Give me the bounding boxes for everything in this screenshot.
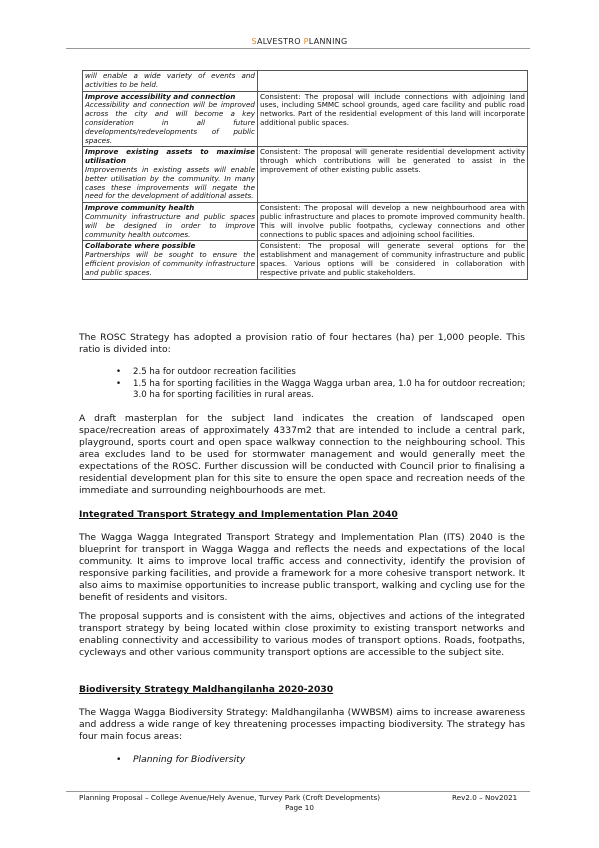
- table-row: [83, 91, 528, 147]
- list-item: • 1.5 ha for sporting facilities in the Wagga Wagga urban area, 1.0 ha for outdoor recreation; 3.0 ha for sporting facilities in rural areas.: [116, 379, 526, 401]
- table-cell-left: [83, 71, 258, 92]
- ratio-bullet-list: [116, 367, 526, 402]
- header-word-1: ALVESTRO: [257, 37, 304, 46]
- document-header: [0, 37, 599, 46]
- heading-transport-strategy: Integrated Transport Strategy and Implementation Plan 2040: [79, 509, 398, 520]
- heading-biodiversity-strategy: Biodiversity Strategy Maldhangilanha 2020-2030: [79, 684, 334, 695]
- table-cell-right: [258, 241, 528, 279]
- header-letter-p: P: [303, 37, 309, 46]
- cell-heading: Improve existing assets to maximise utilisation: [85, 147, 255, 166]
- table-row: [83, 203, 528, 241]
- table-cell-right: [258, 147, 528, 203]
- cell-text: Community infrastructure and public spaces will be designed in order to improve community health outcomes.: [85, 211, 255, 239]
- cell-text: Consistent: The proposal will generate residential development activity through which contributions will be generated to assist in the improvement of other existing public assets.: [260, 147, 525, 174]
- cell-text: Consistent: The proposal will generate several options for the establishment and management of community infrastructure and public spaces. Various options will be considered in collaboration with respective private and public stakeholders.: [260, 241, 525, 277]
- paragraph-masterplan: A draft masterplan for the subject land indicates the creation of landscaped open space/recreation areas of approximately 4337m2 that are intended to include a central park, playground, sports court and open space walkway connection to the neighbouring school. This area excludes land to be used for stormwater management and would generally meet the expectations of the ROSC. Further discussion will be conducted with Council prior to finalising a residential development plan for this site to ensure the open space and recreation needs of the immediate and surrounding neighbourhoods are met.: [79, 413, 525, 496]
- table-row: [83, 71, 528, 92]
- paragraph-its-consistency: The proposal supports and is consistent with the aims, objectives and actions of the integrated transport strategy by being located within close proximity to existing transport networks and enabling connectivity and accessibility to various modes of transport options. Roads, footpaths, cycleways and other various community transport options are accessible to the subject site.: [79, 611, 525, 658]
- table-row: [83, 147, 528, 203]
- cell-text: Accessibility and connection will be improved across the city and will become a key consideration in all future developments/redevelopments of public spaces.: [85, 100, 255, 145]
- cell-text: will enable a wide variety of events and activities to be held.: [85, 71, 255, 89]
- focus-area-list: [116, 754, 245, 765]
- table-row: [83, 241, 528, 279]
- table-cell-right: [258, 203, 528, 241]
- header-rule: [66, 48, 530, 49]
- table-cell-right: [258, 91, 528, 147]
- cell-text: Consistent: The proposal will include connections with adjoining land uses, including SMMC school grounds, aged care facility and public road networks. Part of the residential evelopment of this land will incorporate additional public spaces.: [260, 91, 525, 127]
- table-cell-left: [83, 91, 258, 147]
- cell-text: Consistent: The proposal will develop a new neighbourhood area with public infrastructure and places to promote improved community health. This will involve public footpaths, cycleway connections and other connections to public spaces and adjoining school facilities.: [260, 203, 525, 239]
- list-item: • Planning for Biodiversity: [116, 754, 245, 765]
- table-cell-left: [83, 203, 258, 241]
- footer-rule: [66, 791, 530, 792]
- paragraph-its-description: The Wagga Wagga Integrated Transport Strategy and Implementation Plan (ITS) 2040 is the blueprint for transport in Wagga Wagga and reflects the needs and expectations of the local community. It aims to improve local traffic access and connectivity, identify the provision of responsive parking facilities, and provide a framework for a more cohesive transport network. It also aims to maximise opportunities to increase public transport, walking and cycling use for the benefit of residents and visitors.: [79, 532, 525, 603]
- cell-heading: Collaborate where possible: [85, 241, 196, 251]
- table-cell-right: [258, 71, 528, 92]
- cell-text: Improvements in existing assets will enable better utilisation by the community. In many cases these improvements will negate the need for the development of additional assets.: [85, 164, 255, 201]
- table-cell-left: [83, 241, 258, 279]
- paragraph-rosc-ratio: The ROSC Strategy has adopted a provision ratio of four hectares (ha) per 1,000 people. This ratio is divided into:: [79, 332, 525, 355]
- header-letter-s: S: [251, 37, 257, 46]
- table-cell-left: [83, 147, 258, 203]
- footer-revision: Rev2.0 – Nov2021: [452, 793, 518, 802]
- cell-heading: Improve community health: [85, 203, 195, 213]
- cell-heading: Improve accessibility and connection: [85, 91, 236, 101]
- cell-text: Partnerships will be sought to ensure the efficient provision of community infrastructure and public spaces.: [85, 250, 255, 277]
- paragraph-biodiversity: The Wagga Wagga Biodiversity Strategy: Maldhangilanha (WWBSM) aims to increase awareness and address a wide range of key threatening processes impacting biodiversity. The strategy has four main focus areas:: [79, 707, 525, 742]
- list-item: • 2.5 ha for outdoor recreation facilities: [116, 367, 526, 378]
- footer-document-title: Planning Proposal – College Avenue/Hely Avenue, Turvey Park (Croft Developments): [79, 793, 381, 802]
- header-word-2: LANNING: [308, 37, 348, 46]
- footer-page-number: Page 10: [285, 803, 314, 812]
- policy-consistency-table: [82, 70, 528, 280]
